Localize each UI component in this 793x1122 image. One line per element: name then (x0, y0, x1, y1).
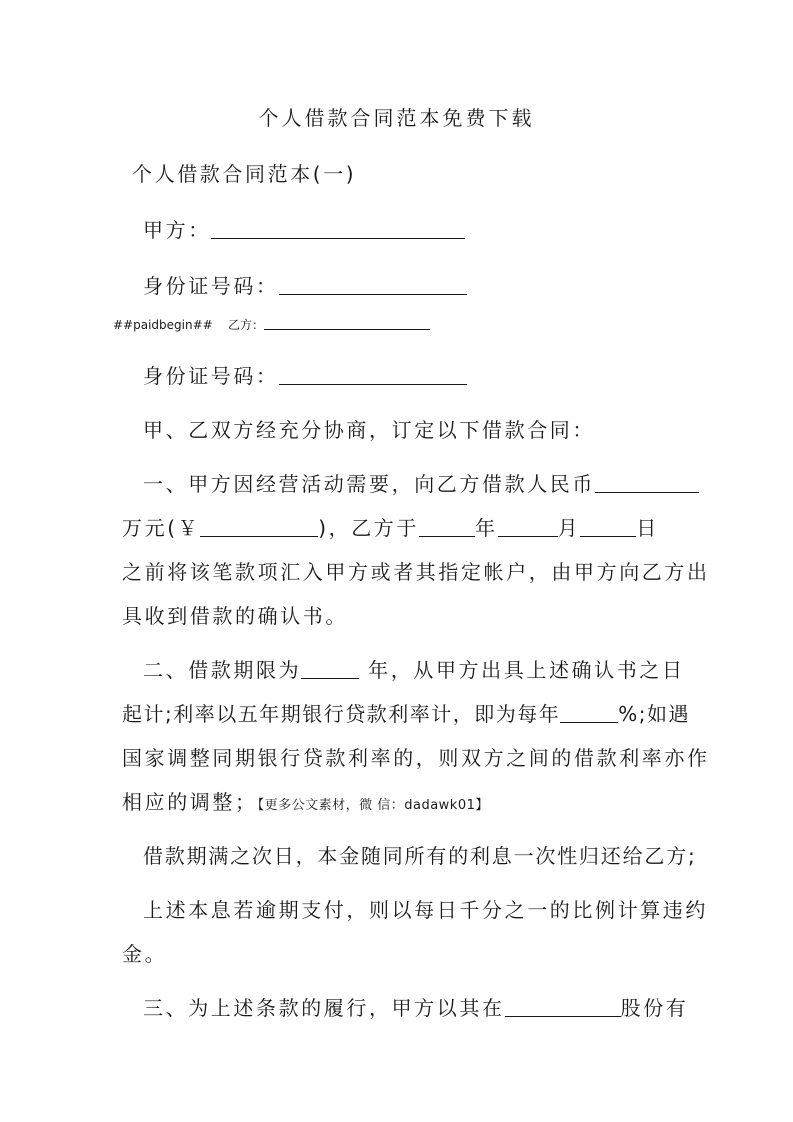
month-blank[interactable] (498, 514, 558, 537)
year-blank[interactable] (419, 514, 475, 537)
clause-2-line-2 (122, 696, 690, 732)
late-line-2: 金。 (122, 942, 168, 966)
party-a-line (143, 212, 699, 248)
clause-2-text-4: 相应的调整； (122, 790, 258, 814)
section-title: 个人借款合同范本(一) (132, 162, 357, 186)
clause-1-text-2b: )，乙方于 (318, 516, 420, 540)
paid-marker: ##paidbegin## (113, 318, 213, 332)
clause-1-text-1: 一、甲方因经营活动需要，向乙方借款人民币 (143, 472, 595, 496)
day-blank[interactable] (580, 514, 636, 537)
day-label: 日 (636, 516, 659, 540)
clause-2-line-3: 国家调整同期银行贷款利率的，则双方之间的借款利率亦作 (122, 746, 710, 770)
intro-paragraph: 甲、乙双方经充分协商，订定以下借款合同： (143, 418, 595, 442)
clause-3-text-1a: 三、为上述条款的履行，甲方以其在 (143, 996, 505, 1020)
clause-2-text-2a: 起计;利率以五年期银行贷款利率计，即为每年 (122, 702, 561, 726)
clause-1-line-1 (143, 466, 699, 502)
month-label: 月 (557, 516, 581, 540)
clause-3-line-1 (143, 990, 699, 1026)
amount-blank[interactable] (595, 470, 699, 493)
id-label-2: 身份证号码： (143, 364, 279, 388)
party-b-line (113, 316, 430, 333)
year-label: 年 (475, 516, 498, 540)
document-title: 个人借款合同范本免费下载 (258, 106, 535, 130)
id-line-2 (143, 358, 699, 394)
id-blank-2[interactable] (279, 362, 467, 385)
company-blank[interactable] (505, 994, 621, 1017)
clause-2-text-1a: 二、借款期限为 (143, 658, 302, 682)
party-b-label: 乙方： (227, 318, 264, 332)
late-line-1: 上述本息若逾期支付，则以每日千分之一的比例计算违约 (143, 898, 708, 922)
term-blank[interactable] (301, 656, 359, 679)
clause-2-line-4 (122, 784, 678, 824)
party-a-blank[interactable] (211, 216, 465, 239)
clause-1-line-3: 之前将该笔款项汇入甲方或者其指定帐户，由甲方向乙方出 (122, 560, 710, 584)
id-blank-1[interactable] (279, 272, 467, 295)
clause-1-text-2a: 万元(￥ (122, 516, 201, 540)
clause-2-text-1b: 年，从甲方出具上述确认书之日 (359, 658, 685, 682)
id-label-1: 身份证号码： (143, 274, 279, 298)
clause-2-text-2b: %;如遇 (618, 702, 690, 726)
amount-figure-blank[interactable] (200, 514, 318, 537)
clause-3-text-1b: 股份有 (620, 996, 689, 1020)
promo-note: 【更多公文素材，微 信：dadawk01】 (257, 798, 489, 813)
party-a-label: 甲方： (143, 218, 211, 242)
repay-paragraph: 借款期满之次日，本金随同所有的利息一次性归还给乙方; (143, 844, 697, 868)
id-line-1 (143, 268, 699, 304)
party-b-blank[interactable] (264, 317, 430, 330)
clause-1-line-2 (122, 510, 678, 546)
clause-1-line-4: 具收到借款的确认书。 (122, 604, 348, 628)
clause-2-line-1 (143, 652, 699, 688)
rate-blank[interactable] (560, 700, 618, 723)
